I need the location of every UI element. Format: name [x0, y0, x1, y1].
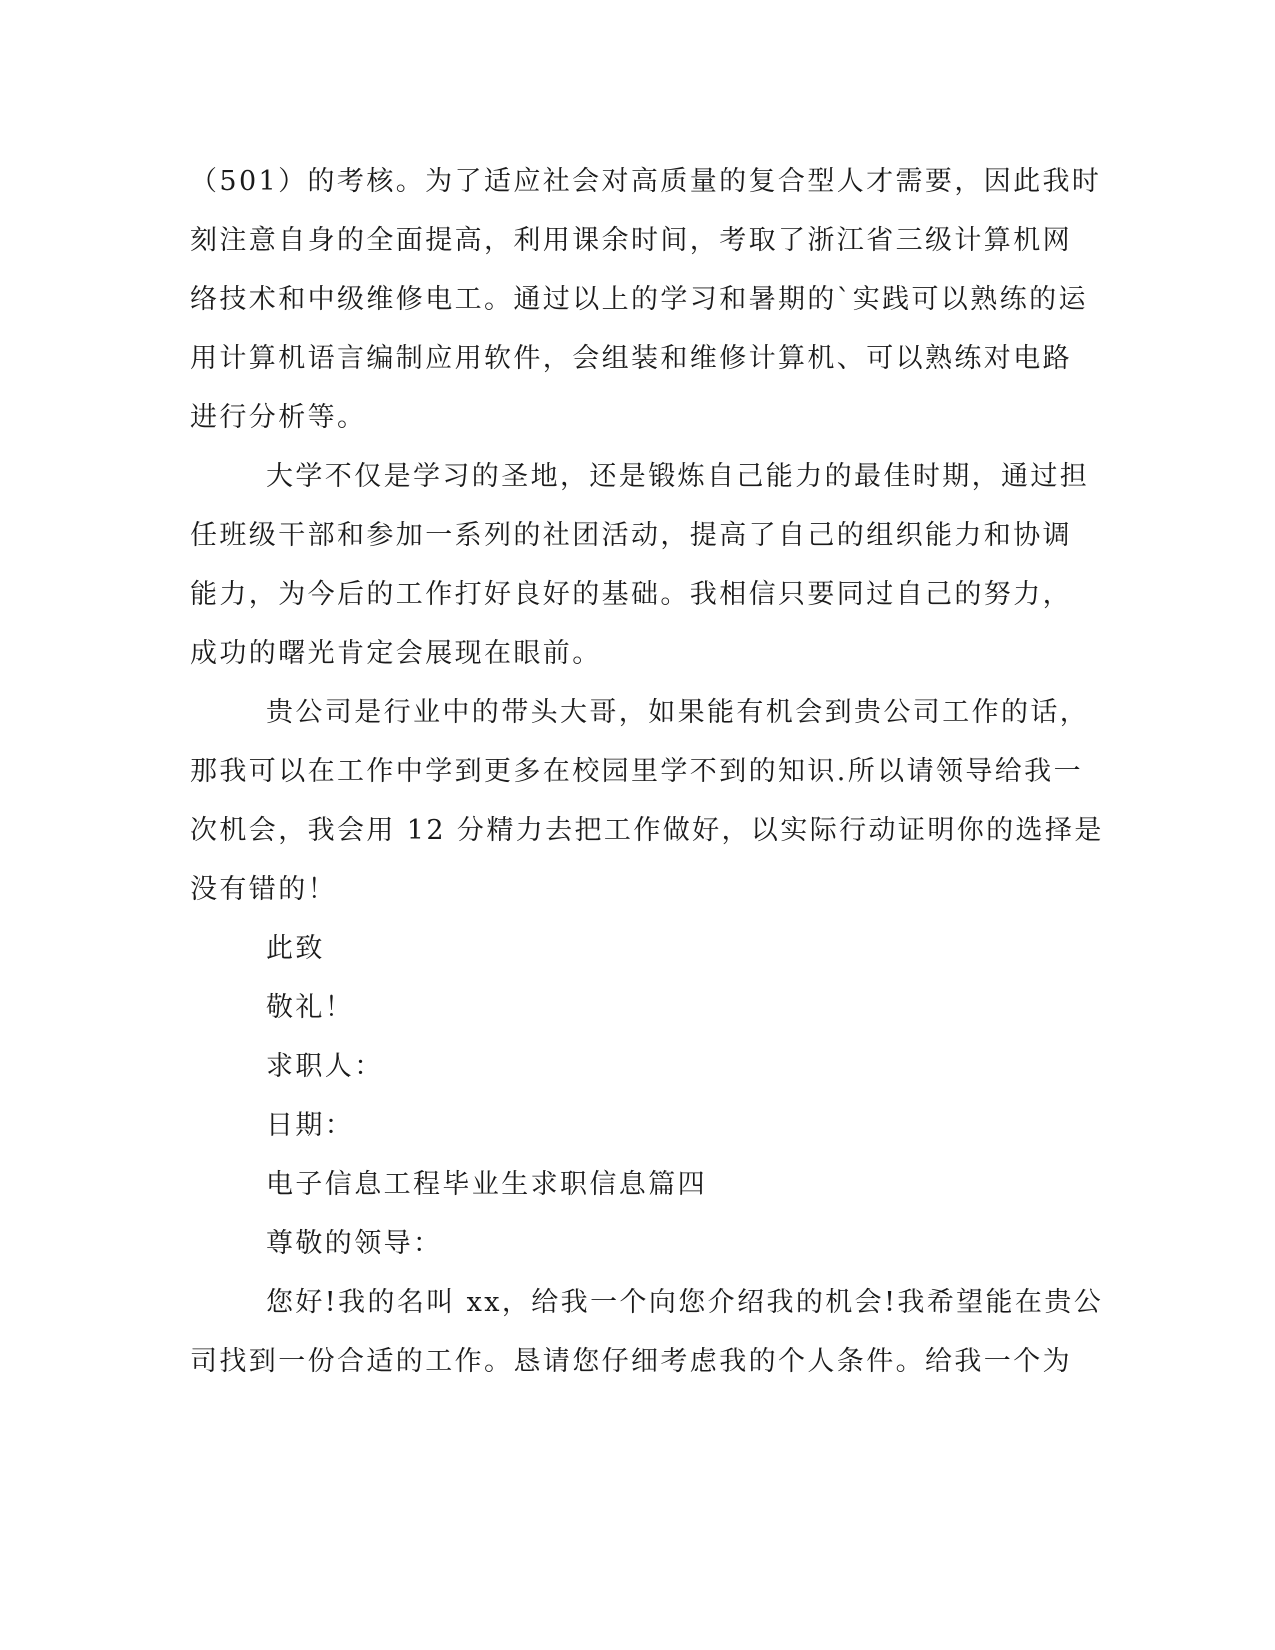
text-line: 能力，为今后的工作打好良好的基础。我相信只要同过自己的努力，: [190, 579, 1072, 610]
text-line: （501）的考核。为了适应社会对高质量的复合型人才需要，因此我时: [190, 166, 1102, 197]
text-line: 进行分析等。: [190, 402, 367, 433]
text-line: 贵公司是行业中的带头大哥，如果能有机会到贵公司工作的话，: [266, 697, 1090, 728]
closing-salutation: 此致: [266, 933, 325, 964]
date-label: 日期：: [266, 1110, 355, 1141]
text-line: 没有错的！: [190, 874, 337, 905]
closing-regards: 敬礼！: [266, 992, 355, 1023]
text-line: 次机会，我会用 12 分精力去把工作做好，以实际行动证明你的选择是: [190, 815, 1104, 846]
text-line: 您好!我的名叫 xx，给我一个向您介绍我的机会!我希望能在贵公: [266, 1287, 1104, 1318]
section-heading: 电子信息工程毕业生求职信息篇四: [266, 1169, 707, 1200]
text-line: 司找到一份合适的工作。恳请您仔细考虑我的个人条件。给我一个为: [190, 1346, 1072, 1377]
text-line: 刻注意自身的全面提高，利用课余时间，考取了浙江省三级计算机网: [190, 225, 1072, 256]
text-line: 用计算机语言编制应用软件，会组装和维修计算机、可以熟练对电路: [190, 343, 1072, 374]
text-line: 大学不仅是学习的圣地，还是锻炼自己能力的最佳时期，通过担: [266, 461, 1090, 492]
greeting: 尊敬的领导：: [266, 1228, 443, 1259]
text-line: 成功的曙光肯定会展现在眼前。: [190, 638, 602, 669]
text-line: 任班级干部和参加一系列的社团活动，提高了自己的组织能力和协调: [190, 520, 1072, 551]
text-line: 络技术和中级维修电工。通过以上的学习和暑期的`实践可以熟练的运: [190, 284, 1088, 315]
applicant-label: 求职人：: [266, 1051, 384, 1082]
text-line: 那我可以在工作中学到更多在校园里学不到的知识.所以请领导给我一: [190, 756, 1083, 787]
